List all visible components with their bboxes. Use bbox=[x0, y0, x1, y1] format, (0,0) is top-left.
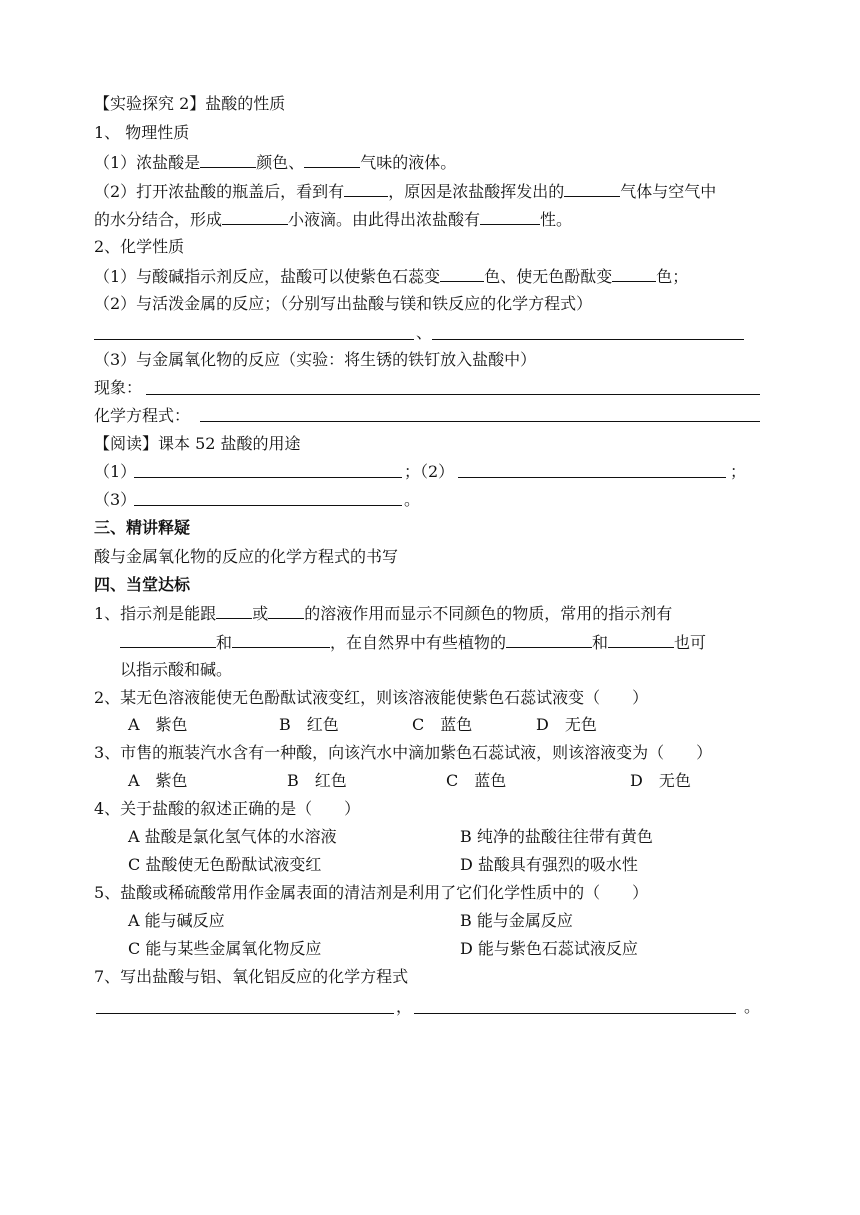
text: ，在自然界中有些植物的 bbox=[330, 633, 507, 652]
blank[interactable] bbox=[200, 151, 256, 168]
blank[interactable] bbox=[612, 265, 656, 282]
q7-end: 。 bbox=[744, 997, 761, 1016]
answer-line-mg[interactable] bbox=[94, 339, 414, 340]
blank[interactable] bbox=[120, 631, 216, 648]
question-1-line-1 bbox=[94, 602, 672, 625]
use-sep-label: ；（2） bbox=[404, 462, 455, 481]
q3-option-c[interactable]: C 蓝色 bbox=[446, 771, 507, 790]
q4-option-b[interactable]: B 纯净的盐酸往往带有黄色 bbox=[460, 827, 653, 846]
q3-option-d[interactable]: D 无色 bbox=[630, 771, 691, 790]
text: ，原因是浓盐酸挥发出的 bbox=[388, 182, 565, 201]
text: 1、指示剂是能跟 bbox=[94, 604, 217, 623]
physical-property-line-2 bbox=[94, 180, 716, 203]
q4-option-c[interactable]: C 盐酸使无色酚酞试液变红 bbox=[128, 855, 322, 874]
q3-option-b[interactable]: B 红色 bbox=[287, 771, 347, 790]
text: 色、使无色酚酞变 bbox=[484, 267, 613, 286]
text: 和 bbox=[216, 633, 233, 652]
blank[interactable] bbox=[480, 208, 540, 225]
q7-answer-line-2[interactable] bbox=[414, 1013, 736, 1014]
section-3-text: 酸与金属氧化物的反应的化学方程式的书写 bbox=[94, 547, 399, 566]
q4-option-a[interactable]: A 盐酸是氯化氢气体的水溶液 bbox=[128, 827, 337, 846]
q2-option-c[interactable]: C 蓝色 bbox=[412, 715, 473, 734]
answer-line-fe[interactable] bbox=[432, 339, 744, 340]
text: 和 bbox=[592, 633, 609, 652]
text: 小液滴。由此得出浓盐酸有 bbox=[288, 210, 481, 229]
text: 颜色、 bbox=[256, 153, 305, 172]
q2-option-d[interactable]: D 无色 bbox=[536, 715, 597, 734]
separator-text: 、 bbox=[416, 323, 433, 342]
text: 或 bbox=[252, 604, 269, 623]
q2-option-a[interactable]: A 紫色 bbox=[128, 715, 188, 734]
text: 的水分结合，形成 bbox=[94, 210, 223, 229]
blank[interactable] bbox=[564, 180, 620, 197]
blank[interactable] bbox=[232, 631, 330, 648]
text: 气味的液体。 bbox=[360, 153, 457, 172]
blank[interactable] bbox=[440, 265, 484, 282]
q5-option-d[interactable]: D 能与紫色石蕊试液反应 bbox=[460, 939, 638, 958]
use-end-label: ； bbox=[730, 462, 747, 481]
use-1-line[interactable] bbox=[134, 477, 402, 478]
blank[interactable] bbox=[608, 631, 674, 648]
reading-title: 【阅读】课本 52 盐酸的用途 bbox=[94, 434, 301, 453]
q7-separator: ， bbox=[396, 997, 413, 1016]
question-2: 2、某无色溶液能使无色酚酞试液变红，则该溶液能使紫色石蕊试液变（ ） bbox=[94, 688, 649, 707]
physical-properties-title: 1、 物理性质 bbox=[94, 123, 190, 142]
text: 色； bbox=[656, 267, 689, 286]
blank[interactable] bbox=[506, 631, 592, 648]
use-1-label: （1） bbox=[94, 462, 137, 481]
text: 气体与空气中 bbox=[620, 182, 717, 201]
question-7: 7、写出盐酸与铝、氧化铝反应的化学方程式 bbox=[94, 967, 409, 986]
use-3-end: 。 bbox=[404, 490, 421, 509]
chemical-properties-title: 2、化学性质 bbox=[94, 237, 185, 256]
q5-option-c[interactable]: C 能与某些金属氧化物反应 bbox=[128, 939, 322, 958]
q5-option-b[interactable]: B 能与金属反应 bbox=[460, 911, 573, 930]
chemical-property-line-1 bbox=[94, 265, 688, 288]
blank[interactable] bbox=[344, 180, 388, 197]
text: 也可 bbox=[674, 633, 707, 652]
section-experiment-2-title: 【实验探究 2】盐酸的性质 bbox=[94, 94, 286, 113]
text: 性。 bbox=[540, 210, 573, 229]
equation-label: 化学方程式： bbox=[94, 406, 191, 425]
equation-answer-line[interactable] bbox=[200, 421, 760, 422]
q2-option-b[interactable]: B 红色 bbox=[279, 715, 339, 734]
blank[interactable] bbox=[222, 208, 288, 225]
text: （2）打开浓盐酸的瓶盖后，看到有 bbox=[94, 182, 345, 201]
phenomenon-answer-line[interactable] bbox=[146, 394, 760, 395]
phenomenon-label: 现象： bbox=[94, 378, 143, 397]
question-5: 5、盐酸或稀硫酸常用作金属表面的清洁剂是利用了它们化学性质中的（ ） bbox=[94, 883, 649, 902]
question-4: 4、关于盐酸的叙述正确的是（ ） bbox=[94, 799, 361, 818]
text: 的溶液作用而显示不同颜色的物质，常用的指示剂有 bbox=[304, 604, 673, 623]
question-1-line-2 bbox=[120, 631, 706, 654]
blank[interactable] bbox=[268, 602, 304, 619]
blank[interactable] bbox=[304, 151, 360, 168]
section-3-title: 三、精讲释疑 bbox=[94, 518, 191, 537]
use-2-line[interactable] bbox=[458, 477, 726, 478]
physical-property-line-3 bbox=[94, 208, 572, 231]
blank[interactable] bbox=[216, 602, 252, 619]
chemical-property-line-2: （2）与活泼金属的反应；（分别写出盐酸与镁和铁反应的化学方程式） bbox=[94, 294, 593, 313]
question-3: 3、市售的瓶装汽水含有一种酸，向该汽水中滴加紫色石蕊试液，则该溶液变为（ ） bbox=[94, 743, 713, 762]
use-3-line[interactable] bbox=[134, 505, 402, 506]
q5-option-a[interactable]: A 能与碱反应 bbox=[128, 911, 225, 930]
section-4-title: 四、当堂达标 bbox=[94, 575, 191, 594]
q7-answer-line-1[interactable] bbox=[96, 1013, 394, 1014]
q3-option-a[interactable]: A 紫色 bbox=[128, 771, 188, 790]
q4-option-d[interactable]: D 盐酸具有强烈的吸水性 bbox=[460, 855, 638, 874]
chemical-property-line-3: （3）与金属氧化物的反应（实验：将生锈的铁钉放入盐酸中） bbox=[94, 350, 537, 369]
use-3-label: （3） bbox=[94, 490, 137, 509]
text: （1）与酸碱指示剂反应，盐酸可以使紫色石蕊变 bbox=[94, 267, 441, 286]
question-1-line-3: 以指示酸和碱。 bbox=[120, 660, 233, 679]
physical-property-line-1 bbox=[94, 151, 456, 174]
text: （1）浓盐酸是 bbox=[94, 153, 201, 172]
